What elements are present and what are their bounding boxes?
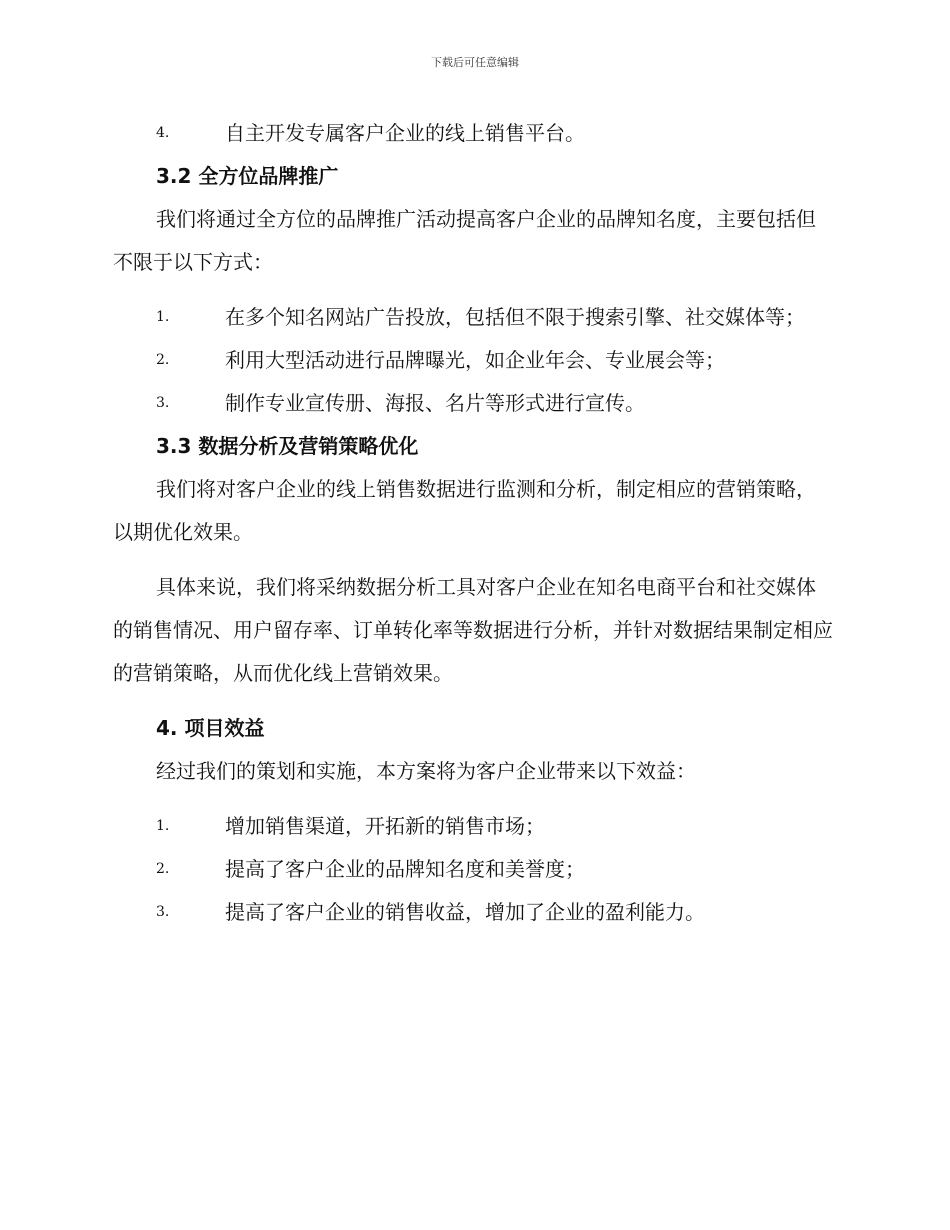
list-text: 提高了客户企业的销售收益，增加了企业的盈利能力。 [225, 900, 705, 924]
list-item [113, 382, 833, 425]
list-number: 3. [156, 395, 170, 411]
section-heading-4: 4. 项目效益 [156, 716, 265, 740]
list-item [113, 296, 833, 339]
list-number: 3. [156, 904, 170, 920]
list-item [113, 848, 833, 891]
list-text: 提高了客户企业的品牌知名度和美誉度； [225, 857, 585, 881]
list-number: 1. [156, 818, 170, 834]
list-text: 利用大型活动进行品牌曝光，如企业年会、专业展会等； [225, 348, 725, 372]
paragraph: 具体来说，我们将采纳数据分析工具对客户企业在知名电商平台和社交媒体的销售情况、用户留存率、订单转化率等数据进行分析，并针对数据结果制定相应的营销策略，从而优化线上营销效果。 [113, 575, 833, 685]
list-item [113, 891, 833, 934]
list-number: 4. [156, 125, 170, 141]
list-text: 制作专业宣传册、海报、名片等形式进行宣传。 [225, 391, 645, 415]
list-number: 2. [156, 861, 170, 877]
document-body [113, 112, 833, 934]
list-text: 增加销售渠道，开拓新的销售市场； [225, 814, 545, 838]
list-item [113, 339, 833, 382]
list-number: 2. [156, 352, 170, 368]
paragraph: 经过我们的策划和实施，本方案将为客户企业带来以下效益： [156, 759, 696, 783]
section-heading-3-3: 3.3 数据分析及营销策略优化 [156, 434, 419, 458]
list-text: 在多个知名网站广告投放，包括但不限于搜索引擎、社交媒体等； [225, 305, 805, 329]
paragraph: 我们将对客户企业的线上销售数据进行监测和分析，制定相应的营销策略，以期优化效果。 [113, 477, 816, 544]
section-heading-3-2: 3.2 全方位品牌推广 [156, 164, 339, 188]
paragraph: 我们将通过全方位的品牌推广活动提高客户企业的品牌知名度，主要包括但不限于以下方式： [113, 207, 816, 274]
list-item [113, 112, 833, 155]
list-item [113, 805, 833, 848]
list-text: 自主开发专属客户企业的线上销售平台。 [225, 121, 585, 145]
list-number: 1. [156, 309, 170, 325]
page-header: 下载后可任意编辑 [431, 56, 519, 69]
